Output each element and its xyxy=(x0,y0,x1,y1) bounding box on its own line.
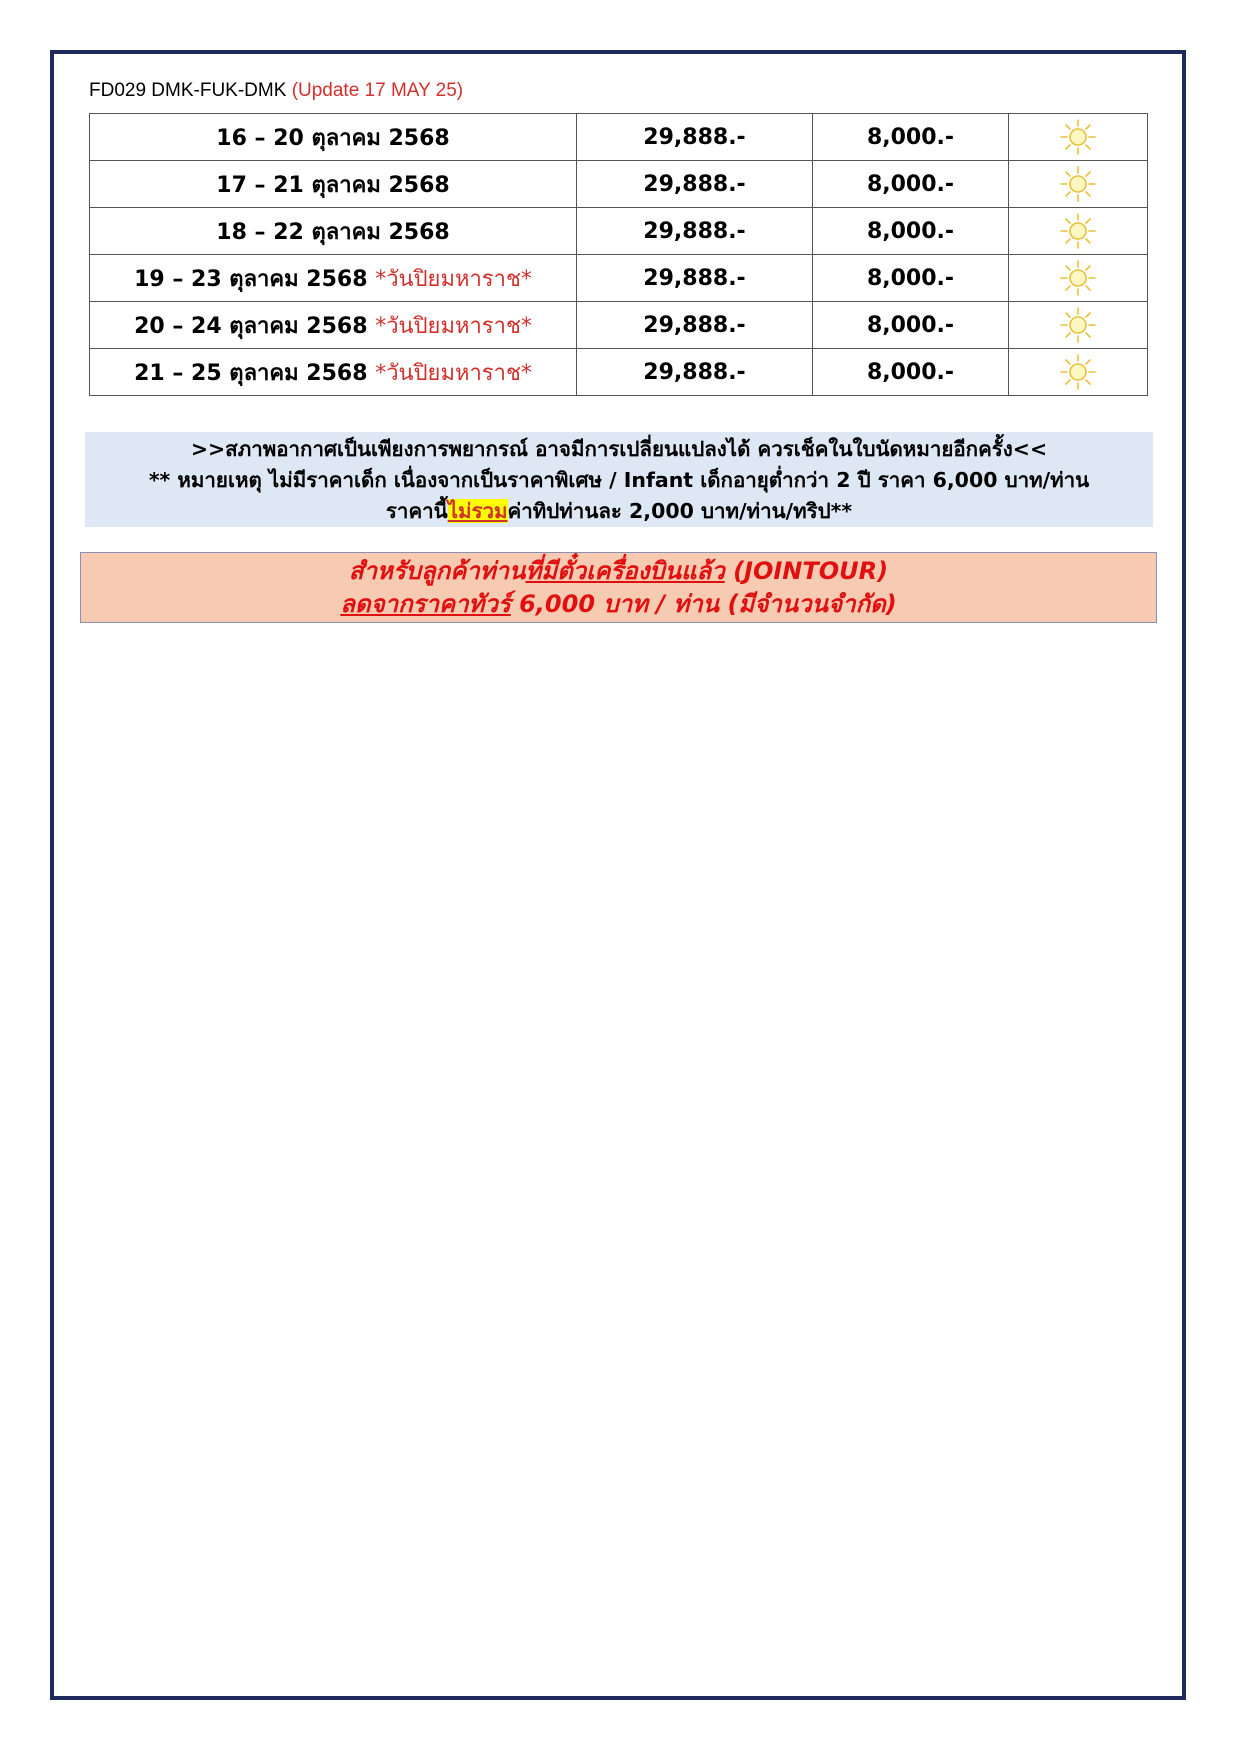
tour-price: 29,888.- xyxy=(577,208,813,255)
tour-price: 29,888.- xyxy=(577,255,813,302)
departure-date-cell xyxy=(90,349,577,396)
tour-code: FD029 DMK-FUK-DMK xyxy=(89,80,287,101)
tip-note xyxy=(85,496,1153,527)
jointour-box xyxy=(80,552,1157,623)
jointour-line-1-suffix: (JOINTOUR) xyxy=(724,557,889,585)
single-supplement: 8,000.- xyxy=(813,114,1009,161)
table-row xyxy=(90,255,1148,302)
price-rows xyxy=(90,114,1148,396)
departure-date: 19 – 23 ตุลาคม 2568 xyxy=(134,266,368,292)
jointour-line-1-underlined: ที่มีตั๋วเครื่องบินแล้ว xyxy=(525,557,725,585)
jointour-line-2-suffix: 6,000 บาท / ท่าน (มีจำนวนจำกัด) xyxy=(510,590,897,618)
holiday-label: *วันปิยมหาราช* xyxy=(375,266,532,292)
table-row xyxy=(90,349,1148,396)
weather-cell xyxy=(1009,255,1148,302)
departure-date: 20 – 24 ตุลาคม 2568 xyxy=(134,313,368,339)
tour-price: 29,888.- xyxy=(577,114,813,161)
sun-icon xyxy=(1058,305,1098,345)
tour-header xyxy=(89,80,463,102)
single-supplement: 8,000.- xyxy=(813,255,1009,302)
jointour-line-1-prefix: สำหรับลูกค้าท่าน xyxy=(348,557,526,585)
weather-cell xyxy=(1009,349,1148,396)
table-row xyxy=(90,302,1148,349)
single-supplement: 8,000.- xyxy=(813,349,1009,396)
departure-date: 18 – 22 ตุลาคม 2568 xyxy=(216,219,450,245)
departure-date: 16 – 20 ตุลาคม 2568 xyxy=(216,125,450,151)
single-supplement: 8,000.- xyxy=(813,161,1009,208)
jointour-line-1 xyxy=(81,555,1156,588)
sun-icon xyxy=(1058,258,1098,298)
departure-date-cell xyxy=(90,255,577,302)
weather-cell xyxy=(1009,161,1148,208)
sun-icon xyxy=(1058,352,1098,392)
departure-date-cell xyxy=(90,208,577,255)
departure-date-cell xyxy=(90,302,577,349)
weather-notice-box xyxy=(85,432,1153,527)
departure-date: 21 – 25 ตุลาคม 2568 xyxy=(134,360,368,386)
table-row xyxy=(90,114,1148,161)
weather-cell xyxy=(1009,302,1148,349)
jointour-line-2 xyxy=(81,588,1156,621)
sun-icon xyxy=(1058,211,1098,251)
tour-price: 29,888.- xyxy=(577,161,813,208)
single-supplement: 8,000.- xyxy=(813,302,1009,349)
not-included-highlight: ไม่รวม xyxy=(447,499,508,523)
weather-cell xyxy=(1009,114,1148,161)
tip-note-suffix: ค่าทิปท่านละ 2,000 บาท/ท่าน/ทริป** xyxy=(507,499,853,523)
holiday-label: *วันปิยมหาราช* xyxy=(375,360,532,386)
holiday-label: *วันปิยมหาราช* xyxy=(375,313,532,339)
single-supplement: 8,000.- xyxy=(813,208,1009,255)
departure-date-cell xyxy=(90,161,577,208)
table-row xyxy=(90,161,1148,208)
jointour-line-2-underlined: ลดจากราคาทัวร์ xyxy=(340,590,511,618)
table-row xyxy=(90,208,1148,255)
departure-date-cell xyxy=(90,114,577,161)
tour-price: 29,888.- xyxy=(577,349,813,396)
child-price-note: ** หมายเหตุ ไม่มีราคาเด็ก เนื่องจากเป็นราคาพิเศษ / Infant เด็กอายุต่ำกว่า 2 ปี ราคา 6,000 บาท/ท่าน xyxy=(148,468,1090,492)
price-table xyxy=(89,113,1148,396)
update-date: (Update 17 MAY 25) xyxy=(291,80,464,101)
weather-notice: >>สภาพอากาศเป็นเพียงการพยากรณ์ อาจมีการเปลี่ยนแปลงได้ ควรเช็คในใบนัดหมายอีกครั้ง<< xyxy=(190,437,1048,461)
tour-price: 29,888.- xyxy=(577,302,813,349)
departure-date: 17 – 21 ตุลาคม 2568 xyxy=(216,172,450,198)
tip-note-prefix: ราคานี้ xyxy=(385,499,448,523)
weather-cell xyxy=(1009,208,1148,255)
sun-icon xyxy=(1058,164,1098,204)
sun-icon xyxy=(1058,117,1098,157)
